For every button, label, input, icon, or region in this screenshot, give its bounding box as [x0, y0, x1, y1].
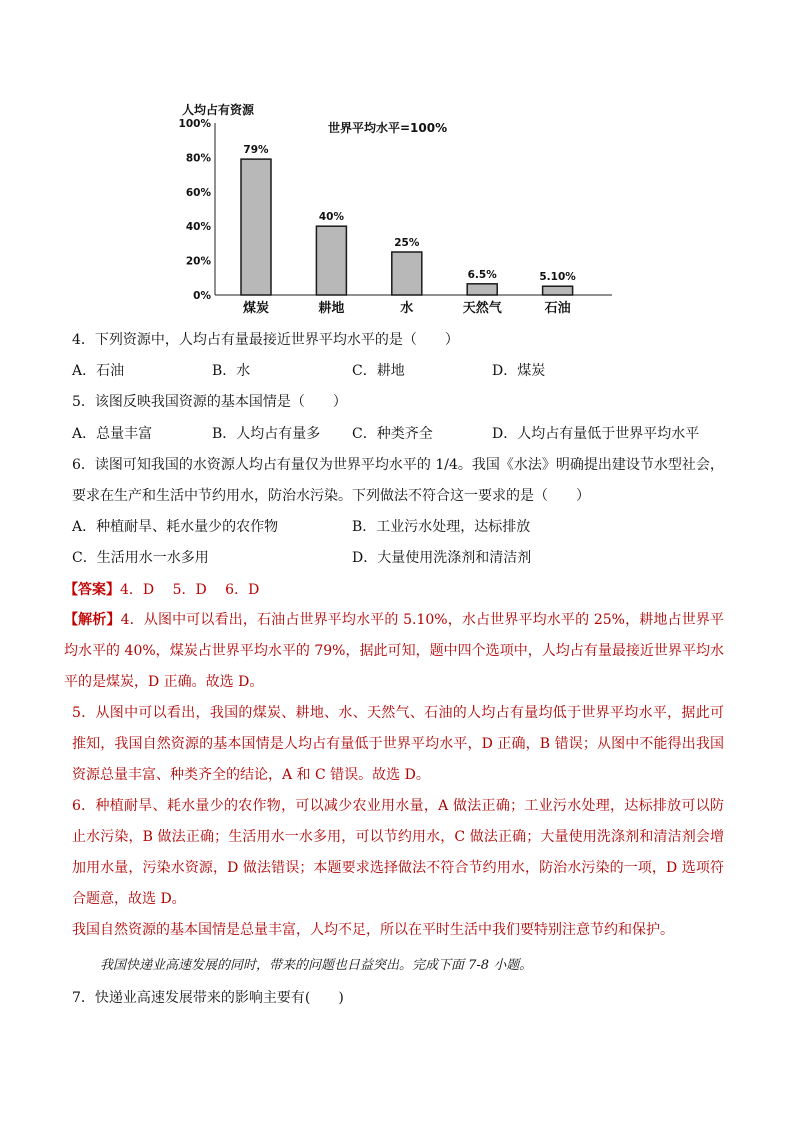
q5-option-b[interactable]: B．人均占有量多 — [212, 426, 321, 442]
chart-title: 世界平均水平=100% — [328, 121, 448, 135]
q4-option-b[interactable]: B．水 — [212, 363, 251, 379]
chart-svg — [170, 95, 620, 325]
explanation-q5: 5．从图中可以看出，我国的煤炭、耕地、水、天然气、石油的人均占有量均低于世界平均水平，据此可推知，我国自然资源的基本国情是人均占有量低于世界平均水平，D 正确，B 错误；从图中不能得出我国资源总量丰富、种类齐全的结论，A 和 C 错误。故选 D。 — [72, 705, 724, 783]
explanation-q4-text: 4．从图中可以看出，石油占世界平均水平的 5.10%，水占世界平均水平的 25%，耕地占世界平均水平的 40%，煤炭占世界平均水平的 79%，据此可知，题中四个选项中，人均占有量最接近世界平均水平的是煤炭，D 正确。故选 D。 — [64, 612, 725, 690]
bar-value-label: 40% — [318, 211, 344, 224]
answer-line — [64, 580, 259, 600]
bar — [316, 226, 346, 295]
q5-option-a[interactable]: A．总量丰富 — [72, 426, 153, 442]
bar-value-label: 25% — [394, 237, 420, 249]
explanation-tag: 【解析】 — [64, 612, 121, 628]
q5-option-c[interactable]: C．种类齐全 — [352, 426, 433, 442]
bar — [241, 159, 271, 295]
bar — [467, 284, 497, 295]
answer-text: 4．D 5．D 6．D — [120, 582, 260, 598]
q6-option-d[interactable]: D．大量使用洗涤剂和清洁剂 — [352, 550, 532, 566]
question-6-stem-line1: 6．读图可知我国的水资源人均占有量仅为世界平均水平的 1/4。我国《水法》明确提出建设节水型社会， — [72, 457, 724, 473]
bar-value-label: 6.5% — [467, 268, 497, 281]
q4-option-c[interactable]: C．耕地 — [352, 363, 405, 379]
bar — [543, 286, 573, 295]
question-5-stem: 5．该图反映我国资源的基本国情是（ ） — [72, 394, 347, 410]
resource-bar-chart — [170, 95, 620, 325]
x-category-label: 耕地 — [318, 301, 345, 316]
explanation-q6: 6．种植耐旱、耗水量少的农作物，可以减少农业用水量，A 做法正确；工业污水处理，达标排放可以防止水污染，B 做法正确；生活用水一水多用，可以节约用水，C 做法正确；大量使用洗涤剂和清洁剂会增加用水量，污染水资源，D 做法错误；本题要求选择做法不符合节约用水，防治水污染的一项，D 选项符合题意，故选 D。 — [72, 798, 724, 907]
q6-option-c[interactable]: C．生活用水一水多用 — [72, 550, 209, 566]
y-tick-label: 0% — [193, 290, 211, 302]
question-4-stem: 4．下列资源中，人均占有量最接近世界平均水平的是（ ） — [72, 332, 459, 348]
q6-option-a[interactable]: A．种植耐旱、耗水量少的农作物 — [72, 519, 279, 535]
answer-tag: 【答案】 — [64, 582, 120, 598]
bar-value-label: 5.10% — [539, 271, 576, 284]
y-tick-label: 80% — [185, 152, 211, 165]
explanation-summary: 我国自然资源的基本国情是总量丰富，人均不足，所以在平时生活中我们要特别注意节约和保护。 — [72, 922, 674, 938]
y-tick-label: 40% — [185, 221, 211, 234]
bar — [392, 252, 422, 295]
q4-option-a[interactable]: A．石油 — [72, 363, 125, 379]
q6-option-b[interactable]: B．工业污水处理，达标排放 — [352, 519, 531, 535]
bar-value-label: 79% — [243, 144, 269, 157]
y-tick-label: 100% — [178, 118, 211, 130]
q5-option-d[interactable]: D．人均占有量低于世界平均水平 — [492, 426, 700, 442]
x-category-label: 天然气 — [462, 301, 502, 316]
y-tick-label: 60% — [185, 186, 211, 199]
question-7-stem: 7．快递业高速发展带来的影响主要有( ) — [72, 990, 344, 1006]
x-category-label: 水 — [400, 301, 414, 316]
x-category-label: 石油 — [544, 301, 571, 316]
question-6-stem-line2: 要求在生产和生活中节约用水，防治水污染。下列做法不符合这一要求的是（ ） — [72, 488, 590, 504]
y-tick-label: 20% — [185, 255, 211, 268]
y-axis-label: 人均占有资源 — [182, 103, 255, 117]
x-category-label: 煤炭 — [242, 301, 270, 316]
section-intro: 我国快递业高速发展的同时，带来的问题也日益突出。完成下面 7-8 小题。 — [100, 958, 533, 973]
explanation-q4 — [64, 605, 724, 698]
q4-option-d[interactable]: D．煤炭 — [492, 363, 546, 379]
